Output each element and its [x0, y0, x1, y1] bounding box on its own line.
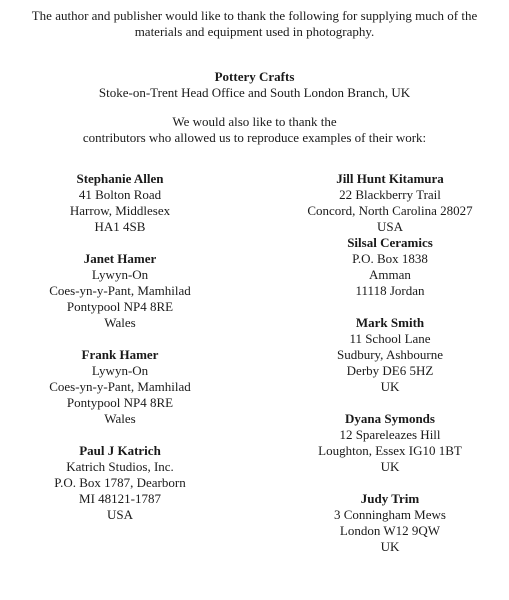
contributor-name: Stephanie Allen	[76, 171, 164, 186]
address-line: UK	[380, 539, 400, 554]
contributor-entry	[5, 171, 235, 235]
address-line: Pontypool NP4 8RE	[66, 395, 174, 410]
address-line: Harrow, Middlesex	[69, 203, 171, 218]
contributor-name: Frank Hamer	[81, 347, 159, 362]
sponsor-name: Pottery Crafts	[214, 69, 295, 84]
contributor-entry	[280, 171, 500, 235]
contributors-intro-line-2: contributors who allowed us to reproduce examples of their work:	[82, 130, 427, 145]
contributors-left-column	[5, 171, 235, 539]
contributors-intro-line-1: We would also like to thank the	[172, 114, 337, 129]
address-line: Derby DE6 5HZ	[346, 363, 434, 378]
address-line: 11118 Jordan	[355, 283, 425, 298]
address-line: Katrich Studios, Inc.	[66, 459, 174, 474]
contributor-name: Janet Hamer	[83, 251, 157, 266]
address-line: USA	[106, 507, 133, 522]
address-line: P.O. Box 1787, Dearborn	[54, 475, 186, 490]
intro-line-1: The author and publisher would like to thank the following for supplying much of the	[31, 8, 478, 23]
address-line: 12 Spareleazes Hill	[339, 427, 441, 442]
address-line: Lywyn-On	[91, 267, 149, 282]
address-line: Coes-yn-y-Pant, Mamhilad	[49, 283, 191, 298]
intro-paragraph	[0, 8, 509, 40]
address-line: P.O. Box 1838	[352, 251, 428, 266]
contributor-entry	[5, 443, 235, 523]
contributors-intro	[0, 114, 509, 146]
address-line: Amman	[369, 267, 411, 282]
contributor-entry	[280, 315, 500, 395]
address-line: 22 Blackberry Trail	[339, 187, 441, 202]
contributor-name: Jill Hunt Kitamura	[336, 171, 444, 186]
address-line: UK	[380, 459, 400, 474]
contributor-name: Paul J Katrich	[79, 443, 161, 458]
address-line: Wales	[104, 315, 136, 330]
address-line: 3 Conningham Mews	[334, 507, 446, 522]
address-line: USA	[376, 219, 403, 234]
address-line: 41 Bolton Road	[78, 187, 162, 202]
address-line: Wales	[104, 411, 136, 426]
address-line: Coes-yn-y-Pant, Mamhilad	[49, 379, 191, 394]
contributor-name: Dyana Symonds	[345, 411, 435, 426]
address-line: Lywyn-On	[91, 363, 149, 378]
contributor-entry	[280, 411, 500, 475]
contributor-entry	[5, 251, 235, 331]
contributors-right-column	[280, 171, 500, 571]
contributor-name: Judy Trim	[360, 491, 420, 506]
contributor-entry	[280, 235, 500, 299]
contributor-entry	[280, 491, 500, 555]
address-line: UK	[380, 379, 400, 394]
sponsor-detail: Stoke-on-Trent Head Office and South London Branch, UK	[98, 85, 411, 100]
contributor-entry	[5, 347, 235, 427]
sponsor-block	[0, 69, 509, 101]
address-line: 11 School Lane	[349, 331, 431, 346]
address-line: Sudbury, Ashbourne	[336, 347, 444, 362]
address-line: HA1 4SB	[94, 219, 146, 234]
address-line: MI 48121-1787	[79, 491, 161, 506]
address-line: London W12 9QW	[339, 523, 441, 538]
intro-line-2: materials and equipment used in photography.	[134, 24, 375, 39]
contributor-name: Mark Smith	[355, 315, 425, 330]
address-line: Pontypool NP4 8RE	[66, 299, 174, 314]
address-line: Loughton, Essex IG10 1BT	[318, 443, 462, 458]
address-line: Concord, North Carolina 28027	[307, 203, 473, 218]
contributor-name: Silsal Ceramics	[347, 235, 433, 250]
